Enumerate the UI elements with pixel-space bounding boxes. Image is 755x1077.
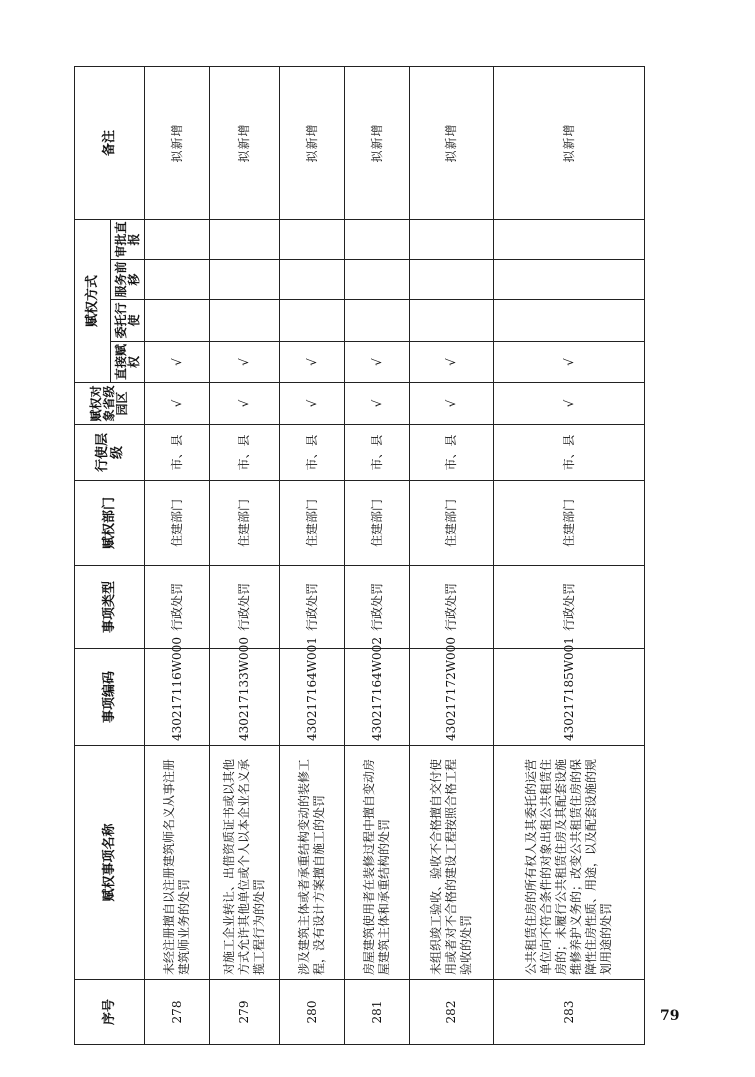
cell-target: √ bbox=[345, 383, 410, 425]
cell-direct: √ bbox=[145, 342, 210, 383]
cell-remark: 拟新增 bbox=[410, 66, 494, 219]
header-type: 事项类型 bbox=[75, 566, 145, 649]
cell-level: 市、县 bbox=[145, 425, 210, 481]
cell-dept: 住建部门 bbox=[145, 481, 210, 566]
cell-code: 430217164W001 bbox=[280, 649, 345, 746]
cell-name: 未组织竣工验收、验收不合格擅自交付使用或者对不合格的建设工程按照合格工程验收的处罚 bbox=[410, 746, 494, 980]
cell-type: 行政处罚 bbox=[410, 566, 494, 649]
cell-name: 对施工企业转让、出借资质证书或以其他方式允许其他单位或个人以本企业名义承揽工程行为的处罚 bbox=[210, 746, 280, 980]
cell-remark: 拟新增 bbox=[280, 66, 345, 219]
header-direct: 直接赋权 bbox=[111, 342, 145, 383]
page-number: 79 bbox=[660, 1008, 680, 1024]
cell-dept: 住建部门 bbox=[345, 481, 410, 566]
cell-approve bbox=[494, 219, 645, 259]
cell-forward bbox=[280, 260, 345, 300]
cell-forward bbox=[210, 260, 280, 300]
table-row bbox=[280, 66, 345, 1044]
header-forward: 服务前移 bbox=[111, 260, 145, 300]
cell-direct: √ bbox=[210, 342, 280, 383]
cell-seq: 280 bbox=[280, 980, 345, 1045]
cell-code: 430217172W000 bbox=[410, 649, 494, 746]
cell-code: 430217116W000 bbox=[145, 649, 210, 746]
header-seq: 序号 bbox=[75, 980, 145, 1045]
cell-level: 市、县 bbox=[410, 425, 494, 481]
cell-remark: 拟新增 bbox=[494, 66, 645, 219]
header-name: 赋权事项名称 bbox=[75, 746, 145, 980]
cell-level: 市、县 bbox=[494, 425, 645, 481]
cell-type: 行政处罚 bbox=[280, 566, 345, 649]
table-row bbox=[145, 66, 210, 1044]
table-row bbox=[494, 66, 645, 1044]
cell-remark: 拟新增 bbox=[145, 66, 210, 219]
cell-forward bbox=[145, 260, 210, 300]
rotated-page bbox=[74, 67, 644, 1045]
cell-remark: 拟新增 bbox=[210, 66, 280, 219]
cell-forward bbox=[494, 260, 645, 300]
cell-level: 市、县 bbox=[345, 425, 410, 481]
cell-entrust bbox=[210, 300, 280, 342]
header-level: 行使层级 bbox=[75, 425, 145, 481]
header-method: 赋权方式 bbox=[75, 219, 111, 382]
cell-dept: 住建部门 bbox=[410, 481, 494, 566]
cell-type: 行政处罚 bbox=[145, 566, 210, 649]
cell-level: 市、县 bbox=[280, 425, 345, 481]
table-row bbox=[410, 66, 494, 1044]
table-row bbox=[345, 66, 410, 1044]
cell-code: 430217133W000 bbox=[210, 649, 280, 746]
cell-name: 房屋建筑使用者在装修过程中擅自变动房屋建筑主体和承重结构的处罚 bbox=[345, 746, 410, 980]
cell-remark: 拟新增 bbox=[345, 66, 410, 219]
cell-forward bbox=[345, 260, 410, 300]
cell-seq: 281 bbox=[345, 980, 410, 1045]
cell-code: 430217185W001 bbox=[494, 649, 645, 746]
header-target: 赋权对象省级园区 bbox=[75, 383, 145, 425]
cell-seq: 283 bbox=[494, 980, 645, 1045]
header-approve: 审批直报 bbox=[111, 219, 145, 259]
cell-approve bbox=[145, 219, 210, 259]
cell-entrust bbox=[410, 300, 494, 342]
cell-target: √ bbox=[210, 383, 280, 425]
cell-direct: √ bbox=[345, 342, 410, 383]
cell-entrust bbox=[280, 300, 345, 342]
cell-entrust bbox=[494, 300, 645, 342]
cell-target: √ bbox=[280, 383, 345, 425]
cell-seq: 282 bbox=[410, 980, 494, 1045]
cell-direct: √ bbox=[410, 342, 494, 383]
cell-approve bbox=[210, 219, 280, 259]
cell-name: 公共租赁住房的所有权人及其委托的运营单位向不符合条件的对象出租公共租赁住房的；未履行公共租赁住房及其配套设施维修养护义务的；改变公共租赁住房的保障性住房性质、用途，以及配套设施的规划用途的处罚 bbox=[494, 746, 645, 980]
cell-forward bbox=[410, 260, 494, 300]
cell-dept: 住建部门 bbox=[210, 481, 280, 566]
cell-approve bbox=[410, 219, 494, 259]
cell-name: 涉及建筑主体或者承重结构变动的装修工程，没有设计方案擅自施工的处罚 bbox=[280, 746, 345, 980]
header-entrust: 委托行使 bbox=[111, 300, 145, 342]
cell-direct: √ bbox=[494, 342, 645, 383]
cell-level: 市、县 bbox=[210, 425, 280, 481]
cell-approve bbox=[280, 219, 345, 259]
header-dept: 赋权部门 bbox=[75, 481, 145, 566]
header-remark: 备注 bbox=[75, 66, 145, 219]
cell-direct: √ bbox=[280, 342, 345, 383]
cell-entrust bbox=[345, 300, 410, 342]
cell-seq: 278 bbox=[145, 980, 210, 1045]
table-row bbox=[210, 66, 280, 1044]
cell-type: 行政处罚 bbox=[494, 566, 645, 649]
cell-target: √ bbox=[145, 383, 210, 425]
authorization-table bbox=[74, 66, 645, 1045]
cell-dept: 住建部门 bbox=[494, 481, 645, 566]
cell-dept: 住建部门 bbox=[280, 481, 345, 566]
cell-target: √ bbox=[410, 383, 494, 425]
cell-type: 行政处罚 bbox=[345, 566, 410, 649]
header-code: 事项编码 bbox=[75, 649, 145, 746]
cell-type: 行政处罚 bbox=[210, 566, 280, 649]
cell-approve bbox=[345, 219, 410, 259]
cell-seq: 279 bbox=[210, 980, 280, 1045]
cell-target: √ bbox=[494, 383, 645, 425]
cell-code: 430217164W002 bbox=[345, 649, 410, 746]
cell-name: 未经注册擅自以注册建筑师名义从事注册建筑师业务的处罚 bbox=[145, 746, 210, 980]
cell-entrust bbox=[145, 300, 210, 342]
